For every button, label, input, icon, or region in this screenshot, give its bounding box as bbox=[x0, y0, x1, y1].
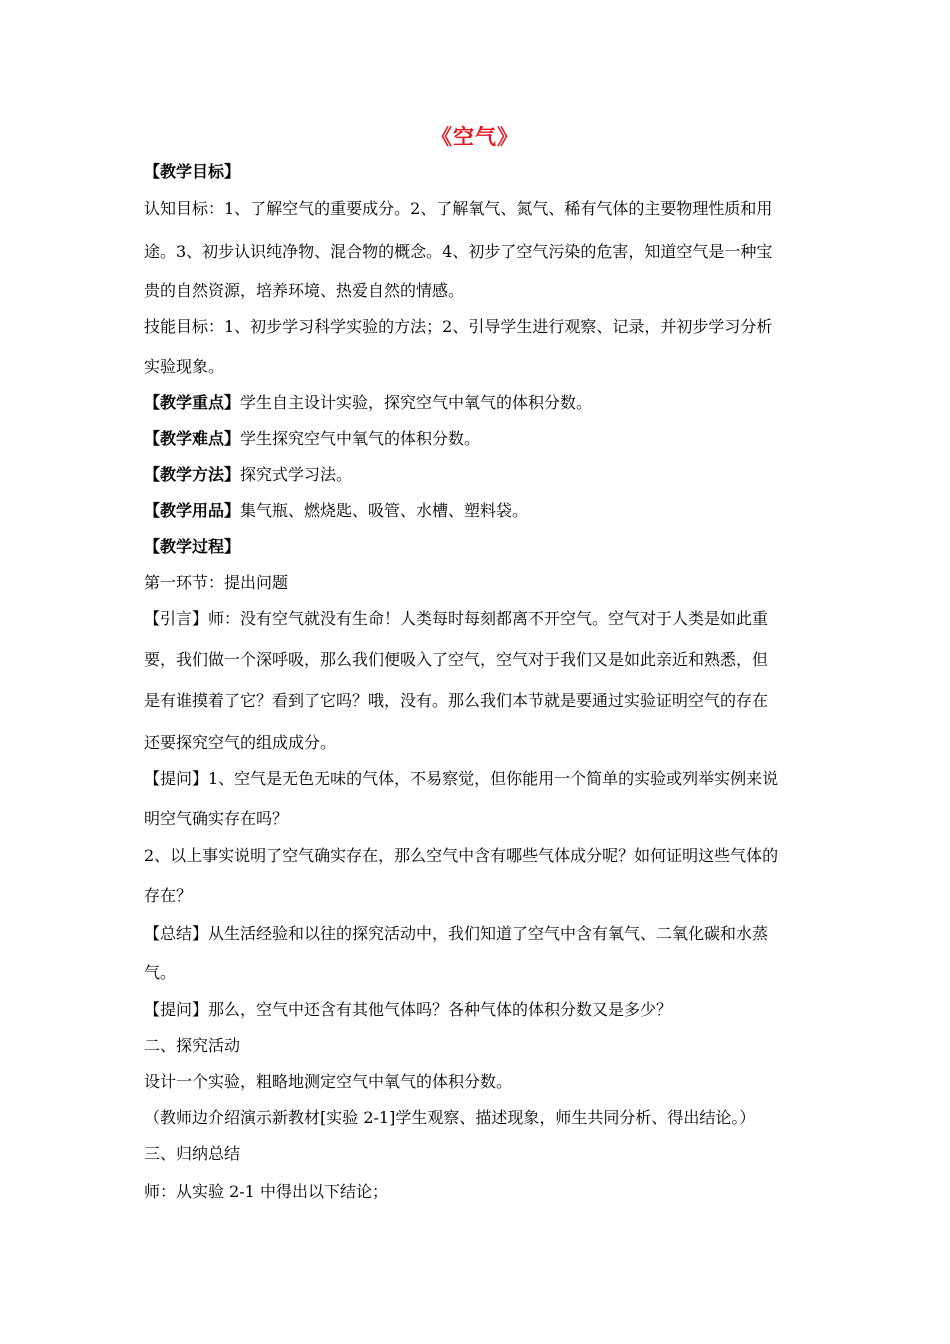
section-heading: 【教学难点】 bbox=[144, 429, 241, 448]
paragraph-text: 气。 bbox=[144, 963, 177, 982]
paragraph-text: 是有谁摸着了它？看到了它吗？哦，没有。那么我们本节就是要通过实验证明空气的存在 bbox=[144, 691, 769, 710]
text-line bbox=[144, 923, 768, 945]
paragraph-text: 实验现象。 bbox=[144, 357, 225, 376]
text-line bbox=[144, 392, 592, 414]
paragraph-text: 学生自主设计实验，探究空气中氧气的体积分数。 bbox=[240, 393, 593, 412]
paragraph-text: 要，我们做一个深呼吸，那么我们便吸入了空气，空气对于我们又是如此亲近和熟悉，但 bbox=[144, 650, 769, 669]
paragraph-text: 认知目标：1、了解空气的重要成分。2、了解氧气、氮气、稀有气体的主要物理性质和用 bbox=[144, 199, 773, 218]
paragraph-text: 设计一个实验，粗略地测定空气中氧气的体积分数。 bbox=[144, 1072, 513, 1091]
paragraph-text: 存在？ bbox=[144, 886, 193, 905]
text-line bbox=[144, 1107, 755, 1129]
text-line bbox=[144, 241, 772, 263]
paragraph-text: 【引言】师：没有空气就没有生命！人类每时每刻都离不开空气。空气对于人类是如此重 bbox=[144, 609, 769, 628]
text-line bbox=[144, 1071, 512, 1093]
paragraph-text: 集气瓶、燃烧匙、吸管、水槽、塑料袋。 bbox=[240, 501, 529, 520]
paragraph-text: 学生探究空气中氧气的体积分数。 bbox=[240, 429, 481, 448]
text-line bbox=[144, 316, 772, 338]
paragraph-text: 途。3、初步认识纯净物、混合物的概念。4、初步了空气污染的危害，知道空气是一种宝 bbox=[144, 242, 773, 261]
text-line bbox=[144, 500, 528, 522]
text-line bbox=[144, 808, 288, 830]
paragraph-text: 【提问】那么，空气中还含有其他气体吗？各种气体的体积分数又是多少？ bbox=[144, 1000, 673, 1019]
text-line bbox=[144, 768, 778, 790]
text-line bbox=[144, 198, 772, 220]
text-line bbox=[144, 280, 464, 302]
paragraph-text: 技能目标：1、初步学习科学实验的方法；2、引导学生进行观察、记录，并初步学习分析 bbox=[144, 317, 773, 336]
text-line bbox=[144, 608, 768, 630]
text-line bbox=[144, 845, 778, 867]
section-heading: 【教学目标】 bbox=[144, 162, 241, 181]
text-line bbox=[144, 690, 768, 712]
paragraph-text: 探究式学习法。 bbox=[240, 465, 353, 484]
paragraph-text: 二、探究活动 bbox=[144, 1036, 241, 1055]
paragraph-text: （教师边介绍演示新教材[实验 2-1]学生观察、描述现象，师生共同分析、得出结论。） bbox=[144, 1108, 756, 1127]
text-line bbox=[144, 999, 672, 1021]
paragraph-text: 明空气确实存在吗？ bbox=[144, 809, 289, 828]
text-line bbox=[144, 161, 240, 183]
paragraph-text: 第一环节：提出问题 bbox=[144, 573, 289, 592]
text-line bbox=[144, 572, 288, 594]
section-heading: 【教学方法】 bbox=[144, 465, 241, 484]
text-line bbox=[144, 1035, 240, 1057]
paragraph-text: 【提问】1、空气是无色无味的气体，不易察觉，但你能用一个简单的实验或列举实例来说 bbox=[144, 769, 779, 788]
text-line bbox=[144, 885, 192, 907]
text-line bbox=[144, 732, 336, 754]
section-heading: 【教学用品】 bbox=[144, 501, 241, 520]
text-line bbox=[144, 356, 224, 378]
text-line bbox=[144, 1143, 240, 1165]
text-line bbox=[144, 464, 352, 486]
paragraph-text: 2、以上事实说明了空气确实存在，那么空气中含有哪些气体成分呢？如何证明这些气体的 bbox=[144, 846, 779, 865]
section-heading: 【教学过程】 bbox=[144, 537, 241, 556]
text-line bbox=[144, 428, 480, 450]
paragraph-text: 贵的自然资源，培养环境、热爱自然的情感。 bbox=[144, 281, 465, 300]
text-line bbox=[144, 536, 240, 558]
paragraph-text: 三、归纳总结 bbox=[144, 1144, 241, 1163]
text-line bbox=[144, 649, 768, 671]
paragraph-text: 还要探究空气的组成成分。 bbox=[144, 733, 337, 752]
paragraph-text: 师：从实验 2-1 中得出以下结论； bbox=[144, 1182, 388, 1201]
section-heading: 【教学重点】 bbox=[144, 393, 241, 412]
paragraph-text: 【总结】从生活经验和以往的探究活动中，我们知道了空气中含有氧气、二氧化碳和水蒸 bbox=[144, 924, 769, 943]
document-title: 《空气》 bbox=[431, 125, 519, 149]
text-line bbox=[144, 962, 176, 984]
text-line bbox=[144, 1181, 388, 1203]
